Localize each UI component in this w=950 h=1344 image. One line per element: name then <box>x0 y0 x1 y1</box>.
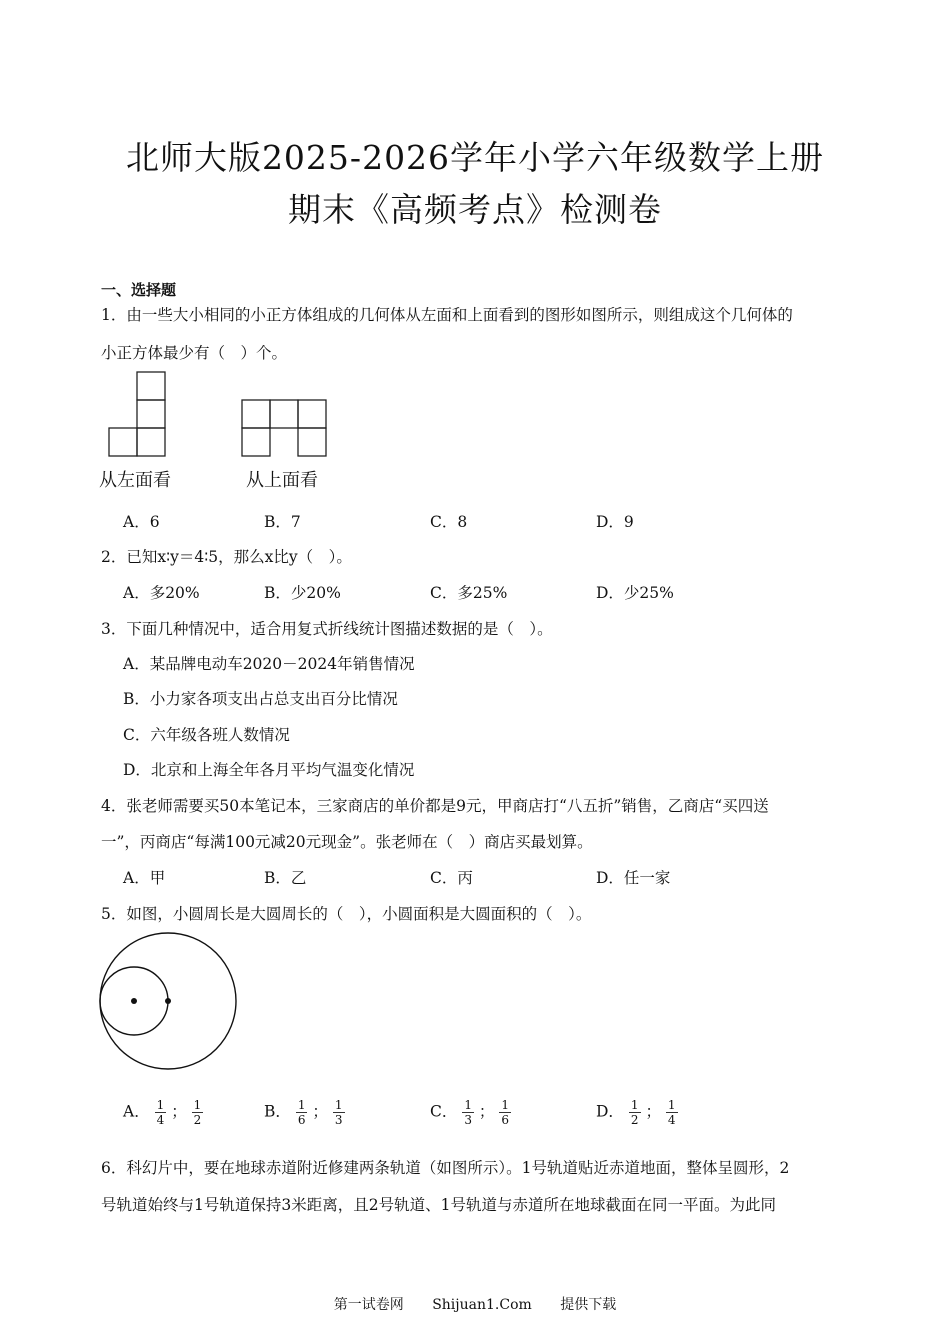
fraction <box>192 1098 204 1127</box>
top-view-label: 从上面看 <box>246 470 318 491</box>
q5-circles-figure <box>98 932 240 1074</box>
denominator: 4 <box>667 1113 676 1127</box>
q6-text-line1: 6．科幻片中，要在地球赤道附近修建两条轨道（如图所示）。1号轨道贴近赤道地面，整体呈圆形，2 <box>101 1159 790 1177</box>
denominator: 2 <box>193 1113 202 1127</box>
top-view-square <box>298 400 326 428</box>
q5-text: 5．如图，小圆周长是大圆周长的（ ），小圆面积是大圆面积的（ ）。 <box>101 905 592 923</box>
left-view-label: 从左面看 <box>99 470 171 491</box>
q3-option-a[interactable]: A．某品牌电动车2020－2024年销售情况 <box>123 655 415 673</box>
denominator: 2 <box>630 1113 639 1127</box>
left-view-figure <box>109 372 165 456</box>
denominator: 6 <box>501 1113 509 1127</box>
section-heading: 一、选择题 <box>101 281 177 299</box>
numerator: 1 <box>297 1098 306 1112</box>
q2-option-b[interactable]: B．少20% <box>264 584 341 602</box>
q2-option-d[interactable]: D．少25% <box>596 584 674 602</box>
left-view-square <box>137 372 165 400</box>
denominator: 6 <box>297 1113 306 1127</box>
fraction <box>333 1098 345 1127</box>
q3-option-b[interactable]: B．小力家各项支出占总支出百分比情况 <box>123 690 398 708</box>
q4-option-a[interactable]: A．甲 <box>123 869 166 887</box>
fraction <box>462 1098 474 1127</box>
fraction <box>296 1098 308 1127</box>
left-view-square <box>137 400 165 428</box>
separator: ； <box>478 1102 495 1121</box>
q1-option-a[interactable]: A．6 <box>123 513 160 531</box>
q4-option-d[interactable]: D．任一家 <box>596 869 671 887</box>
separator: ； <box>171 1102 187 1121</box>
denominator: 4 <box>156 1113 165 1127</box>
q5-option-d[interactable] <box>596 1098 678 1127</box>
fraction <box>155 1098 167 1127</box>
q1-text-line1: 1．由一些大小相同的小正方体组成的几何体从左面和上面看到的图形如图所示，则组成这个几何体的 <box>101 306 793 324</box>
q4-option-b[interactable]: B．乙 <box>264 869 307 887</box>
option-letter: A． <box>123 1102 150 1121</box>
numerator: 1 <box>193 1098 202 1112</box>
numerator: 1 <box>156 1098 165 1112</box>
denominator: 3 <box>334 1113 343 1127</box>
numerator: 1 <box>630 1098 639 1112</box>
separator: ； <box>645 1102 661 1121</box>
q5-option-c[interactable] <box>430 1098 511 1127</box>
option-letter: C． <box>430 1102 458 1121</box>
q1-views-figure <box>100 368 340 463</box>
q1-option-d[interactable]: D．9 <box>596 513 634 531</box>
top-view-square <box>242 428 270 456</box>
left-view-square <box>137 428 165 456</box>
paper-title-line2: 期末《高频考点》检测卷 <box>288 190 662 229</box>
top-view-square <box>242 400 270 428</box>
separator: ； <box>312 1102 328 1121</box>
q6-text-line2: 号轨道始终与1号轨道保持3米距离，且2号轨道、1号轨道与赤道所在地球截面在同一平面。为此同 <box>101 1196 776 1214</box>
numerator: 1 <box>334 1098 343 1112</box>
small-circle-center-dot <box>131 998 137 1004</box>
q1-text-line2: 小正方体最少有（ ）个。 <box>101 344 288 362</box>
q3-text: 3．下面几种情况中，适合用复式折线统计图描述数据的是（ ）。 <box>101 620 553 638</box>
q4-text-line2: 一”，丙商店“每满100元减20元现金”。张老师在（ ）商店买最划算。 <box>101 833 593 851</box>
q1-option-b[interactable]: B．7 <box>264 513 301 531</box>
q5-option-a[interactable] <box>123 1098 203 1127</box>
denominator: 3 <box>464 1113 472 1127</box>
fraction <box>629 1098 641 1127</box>
footer-domain[interactable]: Shijuan1.Com <box>432 1297 532 1313</box>
footer-site: 第一试卷网 <box>333 1297 404 1313</box>
q5-option-b[interactable] <box>264 1098 345 1127</box>
fraction <box>666 1098 678 1127</box>
footer-note: 提供下载 <box>560 1297 617 1313</box>
q2-text: 2．已知x∶y＝4∶5，那么x比y（ ）。 <box>101 548 352 566</box>
q3-option-c[interactable]: C．六年级各班人数情况 <box>123 726 290 744</box>
q1-option-c[interactable]: C．8 <box>430 513 468 531</box>
q3-option-d[interactable]: D．北京和上海全年各月平均气温变化情况 <box>123 761 415 779</box>
top-view-figure <box>242 400 326 456</box>
paper-title-line1: 北师大版2025-2026学年小学六年级数学上册 <box>125 138 825 177</box>
large-circle-center-dot <box>165 998 171 1004</box>
numerator: 1 <box>501 1098 509 1112</box>
q4-option-c[interactable]: C．丙 <box>430 869 473 887</box>
top-view-square <box>298 428 326 456</box>
numerator: 1 <box>464 1098 472 1112</box>
left-view-square <box>109 428 137 456</box>
page-footer <box>0 1294 950 1314</box>
fraction <box>499 1098 511 1127</box>
top-view-square <box>270 400 298 428</box>
option-letter: D． <box>596 1102 624 1121</box>
numerator: 1 <box>667 1098 676 1112</box>
q2-option-a[interactable]: A．多20% <box>123 584 200 602</box>
q2-option-c[interactable]: C．多25% <box>430 584 508 602</box>
q4-text-line1: 4．张老师需要买50本笔记本，三家商店的单价都是9元，甲商店打“八五折”销售，乙商店“买四送 <box>101 797 769 815</box>
option-letter: B． <box>264 1102 291 1121</box>
